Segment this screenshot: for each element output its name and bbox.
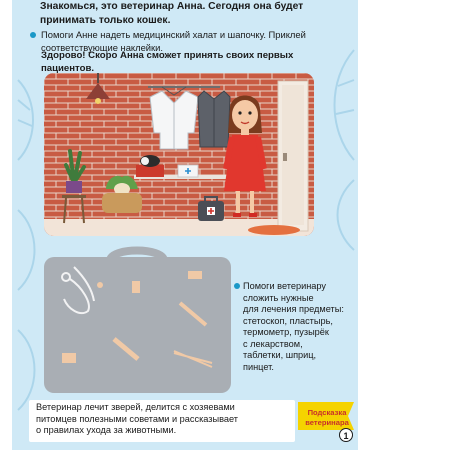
hint-line-3: о правилах ухода за животными. [36, 425, 177, 436]
intro-line-2: принимать только кошек. [40, 15, 171, 26]
vet-office-illustration [44, 73, 314, 236]
hint-text [36, 402, 298, 437]
page-number: 1 [339, 428, 353, 442]
door [278, 81, 308, 231]
greeting-line-2: пациентов. [41, 62, 95, 74]
hint-ribbon-line-1: Подсказка [307, 408, 347, 417]
hint-line-1: Ветеринар лечит зверей, делится с хозяевами [36, 402, 235, 412]
task-line-4: стетоскоп, пластырь, [243, 315, 333, 326]
greeting-text [41, 50, 351, 75]
plaster-outline [62, 353, 76, 363]
task-line-8: пинцет. [243, 361, 274, 372]
greeting-line-1: Здорово! Скоро Анна сможет принять своих первых [41, 50, 294, 61]
pill-outline [188, 271, 202, 279]
bullet-dot [30, 32, 36, 38]
scene-drawing [44, 73, 314, 236]
medical-box-icon [178, 165, 198, 177]
leaf-decoration-left [14, 60, 44, 440]
bottle-outline [132, 281, 140, 293]
task-line-6: с лекарством, [243, 338, 303, 349]
instruction-coat-line-1: Помоги Анне надеть медицинский халат и шапочку. Приклей [41, 29, 306, 40]
intro-line-1: Знакомься, это ветеринар Анна. Сегодня она будет [40, 1, 304, 12]
hint-ribbon-label [302, 408, 352, 427]
task-instruction [234, 281, 356, 373]
task-line-1: Помоги ветеринару [243, 281, 326, 291]
task-line-7: таблетки, шприц, [243, 350, 317, 360]
rug [248, 225, 300, 235]
doctor-bag-sticker-area[interactable] [44, 243, 231, 393]
task-line-3: для лечения предметы: [243, 304, 344, 314]
bag-drawing [44, 243, 231, 393]
vest-icon [198, 91, 230, 147]
task-line-2: сложить нужные [243, 292, 314, 303]
task-line-5: термометр, пузырёк [243, 327, 329, 337]
intro-text [40, 0, 336, 28]
hint-line-2: питомцев полезными советами и рассказывает [36, 413, 239, 424]
hint-ribbon-line-2: ветеринара [305, 417, 349, 427]
bullet-dot [234, 283, 240, 289]
instruction-coat-line-2: соответствующие наклейки. [41, 41, 163, 53]
